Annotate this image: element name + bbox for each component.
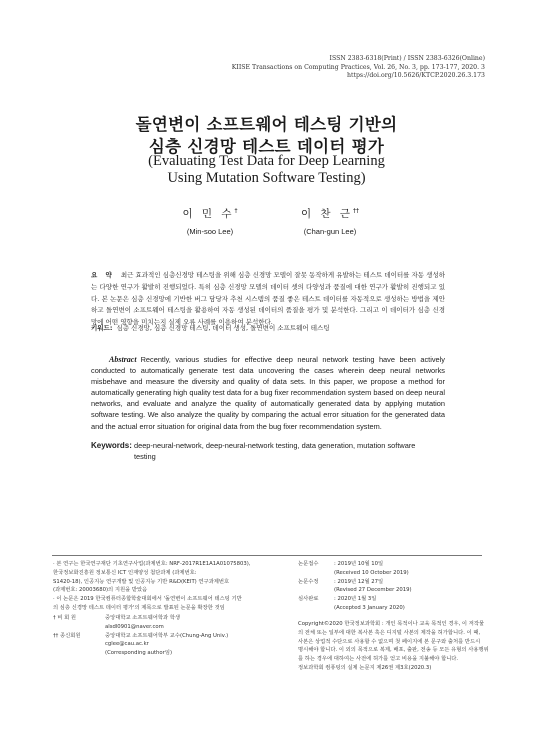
author-affiliations bbox=[53, 614, 228, 658]
author-1 bbox=[160, 206, 260, 236]
affiliation-2-mark: †† 종신회원 bbox=[53, 632, 81, 639]
date-value: : 2019년 10월 10일 bbox=[334, 561, 384, 567]
date-label bbox=[298, 569, 334, 578]
author-1-name: 이 민 수 bbox=[182, 208, 235, 220]
abstract-english bbox=[91, 354, 445, 432]
abstract-korean-text: 최근 효과적인 심층신경망 테스팅을 위해 심층 신경망 모델이 잘못 동작하게 유발하는 테스트 데이터를 자동 생성하는 다양한 연구가 활발히 진행되었다. 특히 심층 신경망 모델의 데이터 셋의 다양성과 품질에 대한 연구가 활발히 진행되고 있다. 본 논문은 심층 신경망에 기반한 버그 담당자 추천 시스템의 품질 좋은 테스트 데이터를 자동적으로 생성하는 방법을 제안하고 돌연변이 소프트웨어 테스팅을 활용하여 자동 생성된 데이터의 품질을 평가 및 분석한다. 그리고 이 데이터가 심층 신경망에 어떤 영향을 미치는지 실제 오류 사례를 이용하여 분석한다. bbox=[91, 271, 445, 327]
copyright-line: 정보과학회 컴퓨팅의 실제 논문지 제26권 제3호(2020.3) bbox=[298, 664, 432, 671]
affiliation-2 bbox=[53, 632, 228, 658]
funding-line: (과제번호: 20003680)의 지원을 받았음 bbox=[53, 587, 148, 594]
affiliation-1 bbox=[53, 614, 228, 632]
footnote-divider bbox=[52, 555, 482, 556]
funding-line: · 이 논문은 2019 한국컴퓨터종합학술대회에서 '돌연변이 소프트웨어 테스팅 기반 bbox=[53, 596, 242, 603]
date-value: (Received 10 October 2019) bbox=[334, 569, 409, 576]
date-value: : 2020년 1월 3일 bbox=[334, 596, 377, 603]
title-english-line1: (Evaluating Test Data for Deep Learning bbox=[148, 153, 385, 169]
journal-header bbox=[185, 55, 485, 81]
copyright-line: 사본은 상업적 수단으로 사용할 수 없으며 첫 페이지에 본 문구와 출처를 반드시 bbox=[298, 638, 481, 645]
keywords-english-label: Keywords: bbox=[91, 441, 132, 450]
affiliation-1-email[interactable]: alsdl0901@naver.com bbox=[105, 623, 164, 630]
date-label bbox=[298, 586, 334, 595]
date-label: 심사완료 bbox=[298, 596, 319, 603]
funding-line: 한국정보화진흥원 정보통신 ICT 인재양성 첨단과제 (과제번호: bbox=[53, 569, 197, 576]
abstract-korean bbox=[91, 270, 445, 329]
keywords-english bbox=[91, 440, 445, 462]
affiliation-2-line: 중앙대학교 소프트웨어학부 교수(Chung-Ang Univ.) bbox=[105, 632, 229, 639]
copyright-line: 의 전체 또는 일부에 대한 복사본 혹은 디지털 사본의 제작을 허가합니다. 이 때, bbox=[298, 629, 481, 636]
doi-link[interactable]: https://doi.org/10.5626/KTCP.2020.26.3.173 bbox=[346, 72, 485, 80]
affiliation-1-mark: † 비 회 원 bbox=[53, 615, 77, 621]
funding-line: S1420-18), 인공지능 연구개발 및 인공지능 기반 R&D(KEIT) 연구과제번호 bbox=[53, 578, 230, 585]
journal-citation: KIISE Transactions on Computing Practices, Vol. 26, No. 3, pp. 173-177, 2020. 3 bbox=[231, 63, 485, 71]
copyright-line: Copyright©2020 한국정보과학회 : 개인 목적이나 교육 목적인 경우, 이 저작물 bbox=[298, 621, 485, 627]
date-value: : 2019년 12월 27일 bbox=[334, 578, 384, 585]
keywords-korean-label: 키워드: bbox=[91, 324, 113, 332]
author-2-mark: †† bbox=[353, 207, 360, 215]
date-value: (Revised 27 December 2019) bbox=[334, 587, 412, 594]
author-2-english: (Chan-gun Lee) bbox=[303, 227, 357, 236]
affiliation-2-note: (Corresponding author임) bbox=[105, 650, 173, 657]
submission-dates bbox=[298, 560, 412, 613]
copyright-line: 를 하는 경우에 대하여는 사전에 허가를 얻고 비용을 지불해야 합니다. bbox=[298, 656, 459, 663]
keywords-english-text: deep-neural-network, deep-neural-network testing, data generation, mutation software testing bbox=[133, 441, 416, 461]
author-1-english: (Min-soo Lee) bbox=[186, 227, 234, 236]
keywords-korean bbox=[91, 323, 445, 332]
title-korean-line1: 돌연변이 소프트웨어 테스팅 기반의 bbox=[135, 115, 398, 134]
author-1-mark: † bbox=[234, 207, 238, 215]
date-label bbox=[298, 604, 334, 613]
affiliation-1-line: 중앙대학교 소프트웨어학과 학생 bbox=[105, 615, 181, 621]
abstract-korean-label: 요 약 bbox=[91, 271, 115, 279]
author-2 bbox=[280, 206, 380, 236]
title-korean-line2: 심층 신경망 테스트 데이터 평가 bbox=[148, 137, 385, 156]
abstract-english-label: Abstract bbox=[109, 355, 137, 364]
date-value: (Accepted 3 January 2020) bbox=[334, 604, 405, 611]
date-label: 논문접수 bbox=[298, 561, 319, 567]
title-english-line2: Using Mutation Software Testing) bbox=[167, 170, 366, 186]
author-2-name: 이 찬 근 bbox=[300, 208, 354, 220]
issn-line: ISSN 2383-6318(Print) / ISSN 2383-6326(Online) bbox=[329, 55, 485, 62]
funding-line: 의 심층 신경망 테스트 데이터 평가'의 제목으로 발표된 논문을 확장한 것임 bbox=[53, 604, 225, 611]
copyright-notice bbox=[298, 620, 489, 673]
keywords-korean-text: 심층 신경망, 심층 신경망 테스팅, 데이터 생성, 돌연변이 소프트웨어 테스팅 bbox=[116, 324, 330, 332]
copyright-line: 명시해야 합니다. 이 외의 목적으로 복제, 배포, 출판, 전송 등 모든 유형의 사용행위 bbox=[298, 647, 489, 654]
date-label: 논문수정 bbox=[298, 578, 319, 585]
affiliation-2-email[interactable]: cglee@cau.ac.kr bbox=[105, 641, 149, 648]
funding-line: · 본 연구는 한국연구재단 기초연구사업(과제번호: NRF-2017R1E1A1A01075803), bbox=[53, 561, 251, 567]
abstract-english-text: Recently, various studies for effective deep neural network testing have been actively conducted to automatically generate test data uncovering the cases wherein deep neural networks misbehave and measure the diversity and quality of data sets. In this paper, we propose a method for automatically generating high quality test data for a bug fixer recommendation system based on deep neural networks, and evaluate and analyze the quality of automatically generated data by applying mutation software testing. We also analyze the quality by comparing the actual error situation for the generated data and the actual error situation for original data from the bug fixer recommendation system. bbox=[91, 355, 445, 431]
funding-footnote bbox=[53, 560, 250, 613]
